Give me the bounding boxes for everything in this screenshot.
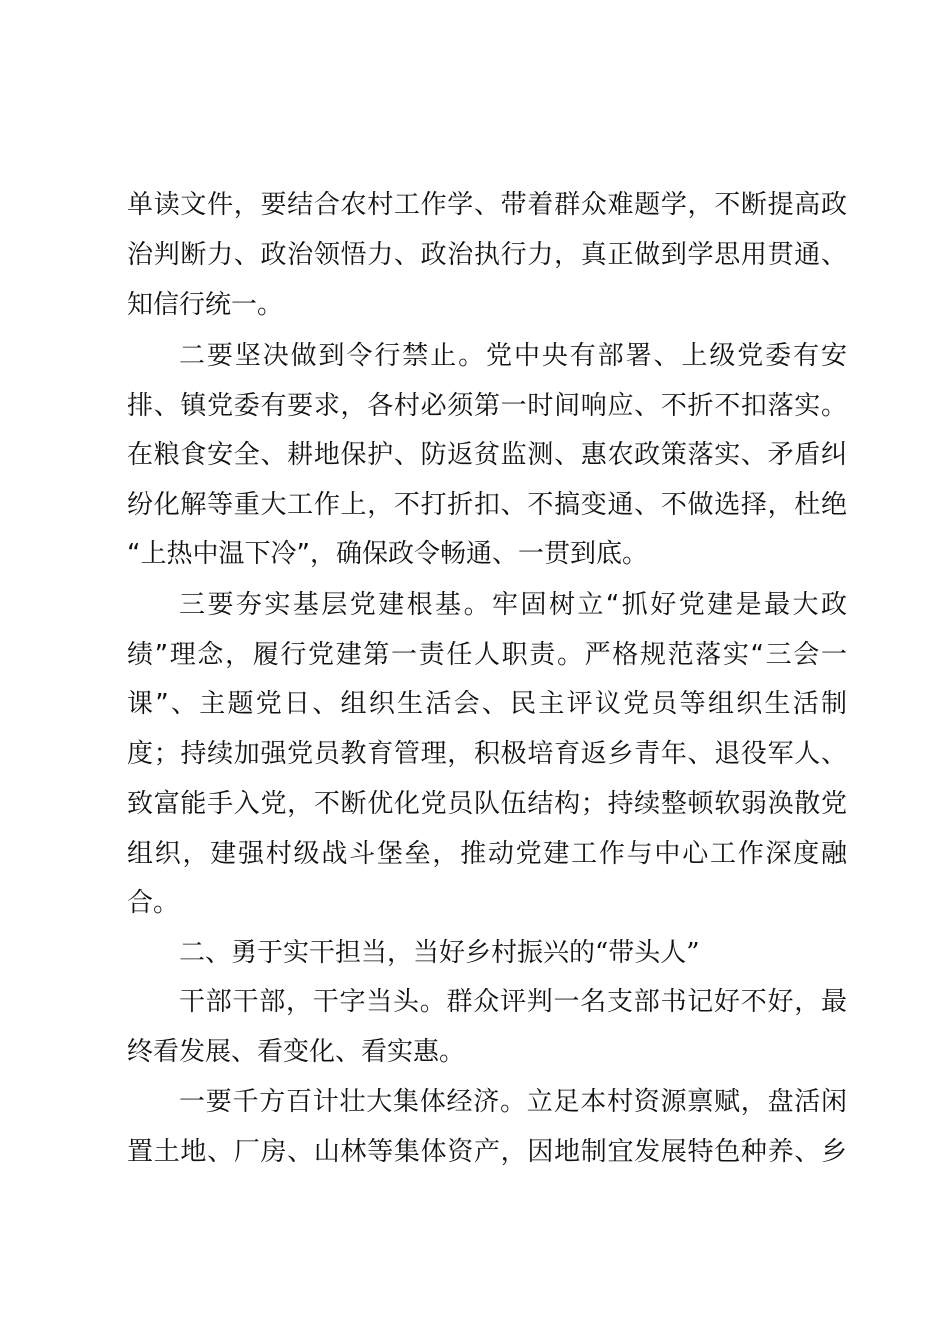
paragraph-first-line: 二要坚决做到令行禁止。党中央有部署、上级党委有安 [179,341,847,371]
body-line: 在粮食安全、耕地保护、防返贫监测、惠农政策落实、矛盾纠 [127,440,847,470]
body-line: 绩”理念，履行党建第一责任人职责。严格规范落实“三会一 [127,640,847,670]
section-heading: 二、勇于实干担当，当好乡村振兴的“带头人” [179,938,700,968]
body-line: 置土地、厂房、山林等集体资产，因地制宜发展特色种养、乡 [127,1137,847,1167]
body-line: “上热中温下冷”，确保政令畅通、一贯到底。 [127,539,648,569]
body-line: 合。 [127,888,180,918]
paragraph-first-line: 三要夯实基层党建根基。牢固树立“抓好党建是最大政 [179,590,847,620]
body-line: 知信行统一。 [127,290,284,320]
body-line: 排、镇党委有要求，各村必须第一时间响应、不折不扣落实。 [127,391,847,421]
body-line: 组织，建强村级战斗堡垒，推动党建工作与中心工作深度融 [127,839,847,869]
body-line: 单读文件，要结合农村工作学、带着群众难题学，不断提高政 [127,190,847,220]
paragraph-first-line: 干部干部，干字当头。群众评判一名支部书记好不好，最 [179,987,847,1017]
body-line: 终看发展、看变化、看实惠。 [127,1037,466,1067]
body-line: 度；持续加强党员教育管理，积极培育返乡青年、退役军人、 [127,739,847,769]
body-line: 治判断力、政治领悟力、政治执行力，真正做到学思用贯通、 [127,240,847,270]
body-line: 致富能手入党，不断优化党员队伍结构；持续整顿软弱涣散党 [127,789,847,819]
body-line: 课”、主题党日、组织生活会、民主评议党员等组织生活制 [127,689,847,719]
paragraph-first-line: 一要千方百计壮大集体经济。立足本村资源禀赋，盘活闲 [179,1087,847,1117]
body-line: 纷化解等重大工作上，不打折扣、不搞变通、不做选择，杜绝 [127,490,847,520]
